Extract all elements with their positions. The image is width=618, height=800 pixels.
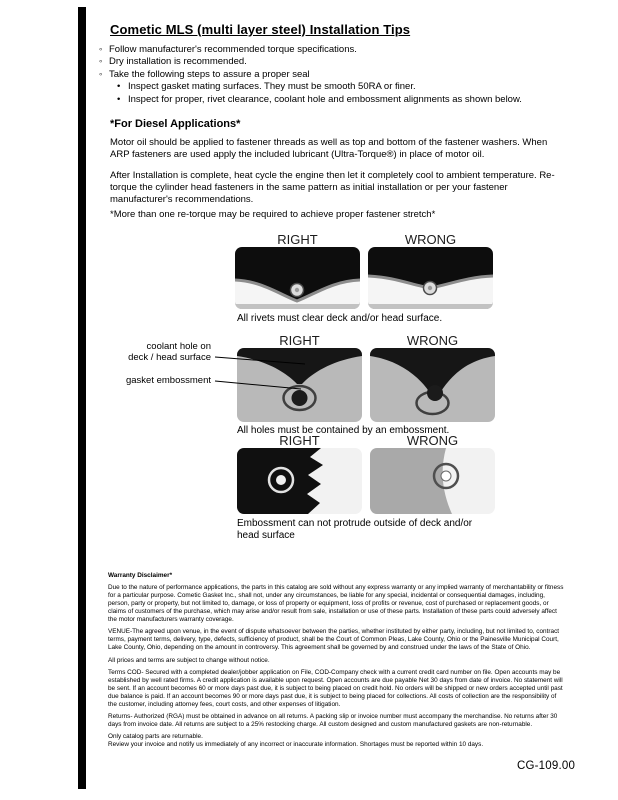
diesel-applications-heading: *For Diesel Applications*: [110, 118, 241, 130]
filled-bullet-icon: •: [117, 81, 121, 93]
diesel-paragraph-1: Motor oil should be applied to fastener threads as well as top and bottom of the fastener washers. When ARP fasteners are used apply the included lubricant (Ultra-Torque®) in place of motor oil.: [110, 137, 548, 160]
list-item-text: Inspect gasket mating surfaces. They must be smooth 50RA or finer.: [128, 81, 416, 93]
wrong-label: WRONG: [406, 433, 459, 448]
wrong-label: WRONG: [406, 333, 459, 348]
figure1-wrong-diagram: [368, 247, 493, 309]
warranty-paragraph: Due to the nature of performance applications, the parts in this catalog are sold without any express warranty or any implied warranty of merchantability or fitness for a particular purpose. Cometic Gasket Inc., shall not, under any circumstances, be liable for any special, incidental or consequential damages, including, person, party or property, but not limited to, damage, or loss of property or equipment, loss of profits or revenue, cost of purchased or replacement goods, or claims of customers of the purchase, which may arise and/or result from sale, installation or use of these parts. Installation of these parts could adversely affect the motor manufacturers warranty coverage.: [108, 584, 564, 624]
review-invoice-line: Review your invoice and notify us immediately of any incorrect or inaccurate information. Shortages must be reported within 10 days.: [108, 741, 484, 749]
list-item: [99, 44, 569, 56]
page-code: CG-109.00: [517, 760, 576, 772]
callout-pointer-lines: [213, 349, 313, 402]
open-bullet-icon: ◦: [99, 44, 103, 55]
warranty-disclaimer-heading: Warranty Disclaimer*: [108, 572, 173, 579]
right-label: RIGHT: [277, 232, 318, 247]
figure3-right-diagram: [237, 448, 362, 514]
list-item: [99, 56, 569, 68]
filled-bullet-icon: •: [117, 93, 121, 105]
diesel-paragraph-2: After Installation is complete, heat cycle the engine then let it completely cool to ambient temperature. Re-torque the cylinder head fasteners in the same pattern as initial installation or per your fastener manufacturer's recommendations.: [110, 170, 555, 205]
left-border-bar: [78, 7, 86, 789]
coolant-hole: [427, 385, 443, 401]
coolant-hole: [441, 471, 451, 481]
right-label: RIGHT: [279, 433, 320, 448]
right-label: RIGHT: [279, 333, 320, 348]
open-bullet-icon: ◦: [99, 56, 103, 68]
terms-paragraph: Terms COD- Secured with a completed dealer/jobber application on File, COD-Company check with a current credit card number on file. Open accounts may be established by well rated firms. A credit application is available upon request. Open accounts are due payable Net 30 days from date of invoice. No statement will be sent. If an account becomes 60 or more days past due, it is subject to being placed on credit hold. No orders will be shipped or new orders accepted until past due balance is paid. If an account becomes 90 or more days past due, it is subject to being placed for collections. All costs of collection are the responsibility of the customer, including attorney fees, court costs, and other expenses of litigation.: [108, 669, 563, 708]
wrong-label: WRONG: [404, 232, 457, 247]
venue-paragraph: VENUE-The agreed upon venue, in the event of dispute whatsoever between the parties, whether instituted by either party, including, but not limited to, contract terms, payment terms, delivery, type, defects, sufficiency of product, shall be the Court of Common Pleas, Lake County, Ohio or the Painesville Municipal Court, Lake County, Ohio, depending on the amount in controversy. This agreement shall be governed by and construed under the laws of the State of Ohio.: [108, 628, 560, 652]
list-item-text: Take the following steps to assure a proper seal: [109, 68, 310, 80]
gasket-embossment-callout: gasket embossment: [125, 375, 211, 386]
prices-paragraph: All prices and terms are subject to change without notice.: [108, 656, 270, 664]
catalog-returnable-line: Only catalog parts are returnable.: [108, 733, 203, 741]
open-bullet-icon: ◦: [99, 68, 103, 80]
figure1-right-diagram: [235, 247, 360, 309]
list-item: [117, 81, 569, 93]
figure-caption: All holes must be contained by an embossment.: [237, 425, 450, 436]
list-item: [117, 94, 569, 106]
returns-paragraph: Returns- Authorized (RGA) must be obtained in advance on all returns. A packing slip or invoice number must accompany the merchandise. No returns after 30 days from invoice date. All returns are subject to a 25% restocking charge. All custom designed and custom manufactured gaskets are non-returnable.: [108, 713, 558, 728]
coolant-hole-callout: coolant hole on deck / head surface: [128, 341, 211, 363]
figure3-wrong-diagram: [370, 448, 495, 514]
legal-text-block: [108, 572, 566, 754]
figure-caption: Embossment can not protrude outside of deck and/or head surface: [237, 518, 473, 541]
list-item-text: Dry installation is recommended.: [109, 56, 247, 68]
figure2-wrong-diagram: [370, 348, 495, 422]
figure-caption: All rivets must clear deck and/or head surface.: [237, 313, 443, 324]
list-item-text: Follow manufacturer's recommended torque specifications.: [109, 44, 357, 55]
coolant-hole: [276, 475, 286, 485]
list-item: [99, 69, 569, 81]
tips-list: [99, 44, 569, 106]
retorque-note: *More than one re-torque may be required to achieve proper fastener stretch*: [110, 209, 436, 220]
page-title: Cometic MLS (multi layer steel) Installation Tips: [110, 22, 411, 37]
list-item-text: Inspect for proper, rivet clearance, coolant hole and embossment alignments as shown below.: [128, 93, 522, 105]
